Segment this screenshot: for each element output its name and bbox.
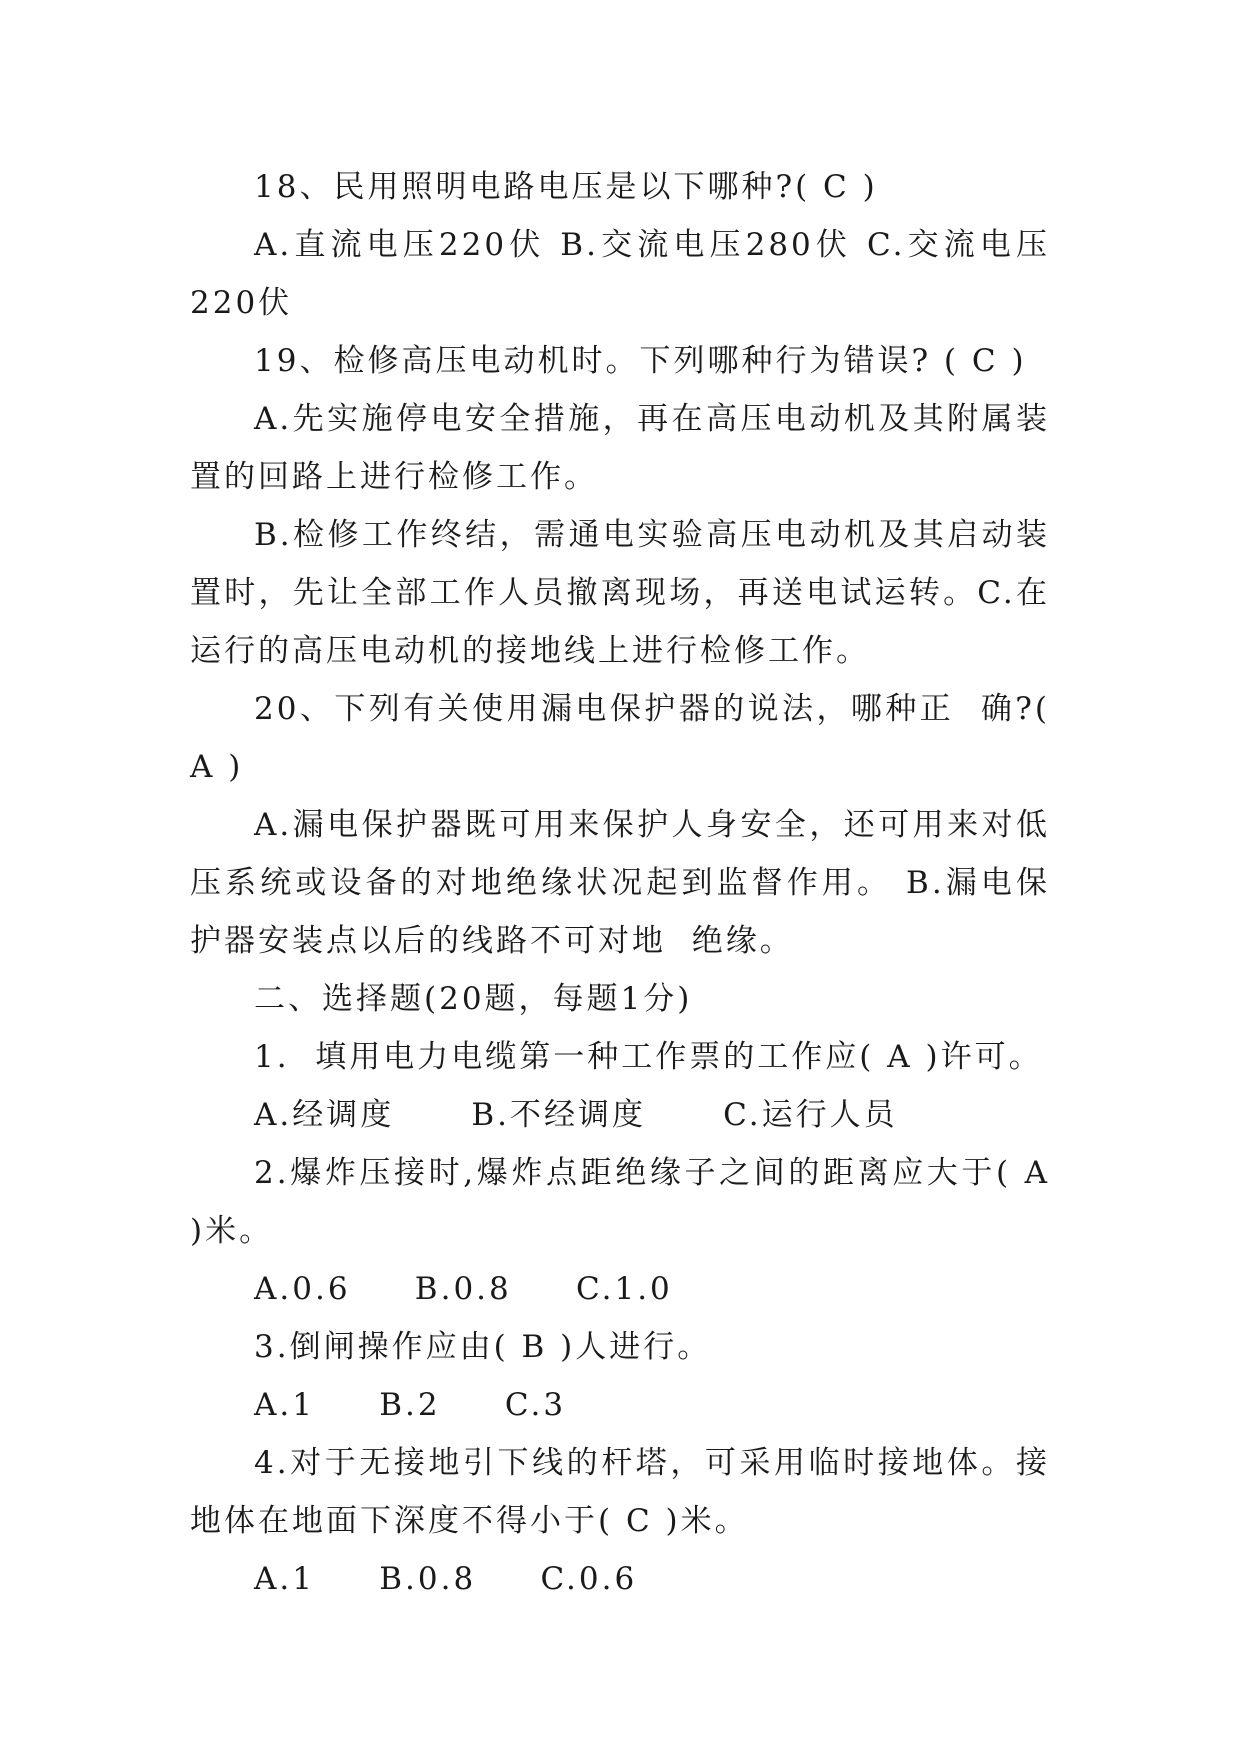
question-20-options: A.漏电保护器既可用来保护人身安全，还可用来对低压系统或设备的对地绝缘状况起到监督作用。 B.漏电保护器安装点以后的线路不可对地 绝缘。 xyxy=(190,807,1050,959)
choice-question-2-options: A.0.6 B.0.8 C.1.0 xyxy=(254,1271,673,1307)
choice-question-3-options: A.1 B.2 C.3 xyxy=(254,1387,567,1423)
question-20: 20、下列有关使用漏电保护器的说法，哪种正 确?( A ) xyxy=(190,691,1063,785)
document-body xyxy=(190,158,1063,1608)
question-19: 19、检修高压电动机时。下列哪种行为错误? ( C ) xyxy=(254,343,1027,379)
question-19-option-a: A.先实施停电安全措施，再在高压电动机及其附属装置的回路上进行检修工作。 xyxy=(190,401,1050,495)
section-heading: 二、选择题(20题，每题1分) xyxy=(254,981,693,1017)
choice-question-1: 1. 填用电力电缆第一种工作票的工作应( A )许可。 xyxy=(254,1039,1043,1075)
question-19-option-b-c: B.检修工作终结，需通电实验高压电动机及其启动装置时，先让全部工作人员撤离现场，再送电试运转。C.在运行的高压电动机的接地线上进行检修工作。 xyxy=(190,517,1050,669)
choice-question-1-options: A.经调度 B.不经调度 C.运行人员 xyxy=(254,1097,898,1133)
choice-question-3: 3.倒闸操作应由( B )人进行。 xyxy=(254,1329,712,1365)
choice-question-4: 4.对于无接地引下线的杆塔，可采用临时接地体。接地体在地面下深度不得小于( C )米。 xyxy=(190,1445,1050,1539)
question-18-options: A.直流电压220伏 B.交流电压280伏 C.交流电压220伏 xyxy=(190,227,1050,321)
choice-question-4-options: A.1 B.0.8 C.0.6 xyxy=(254,1561,638,1597)
choice-question-2: 2.爆炸压接时,爆炸点距绝缘子之间的距离应大于( A )米。 xyxy=(190,1155,1063,1249)
question-18: 18、民用照明电路电压是以下哪种?( C ) xyxy=(254,169,878,205)
